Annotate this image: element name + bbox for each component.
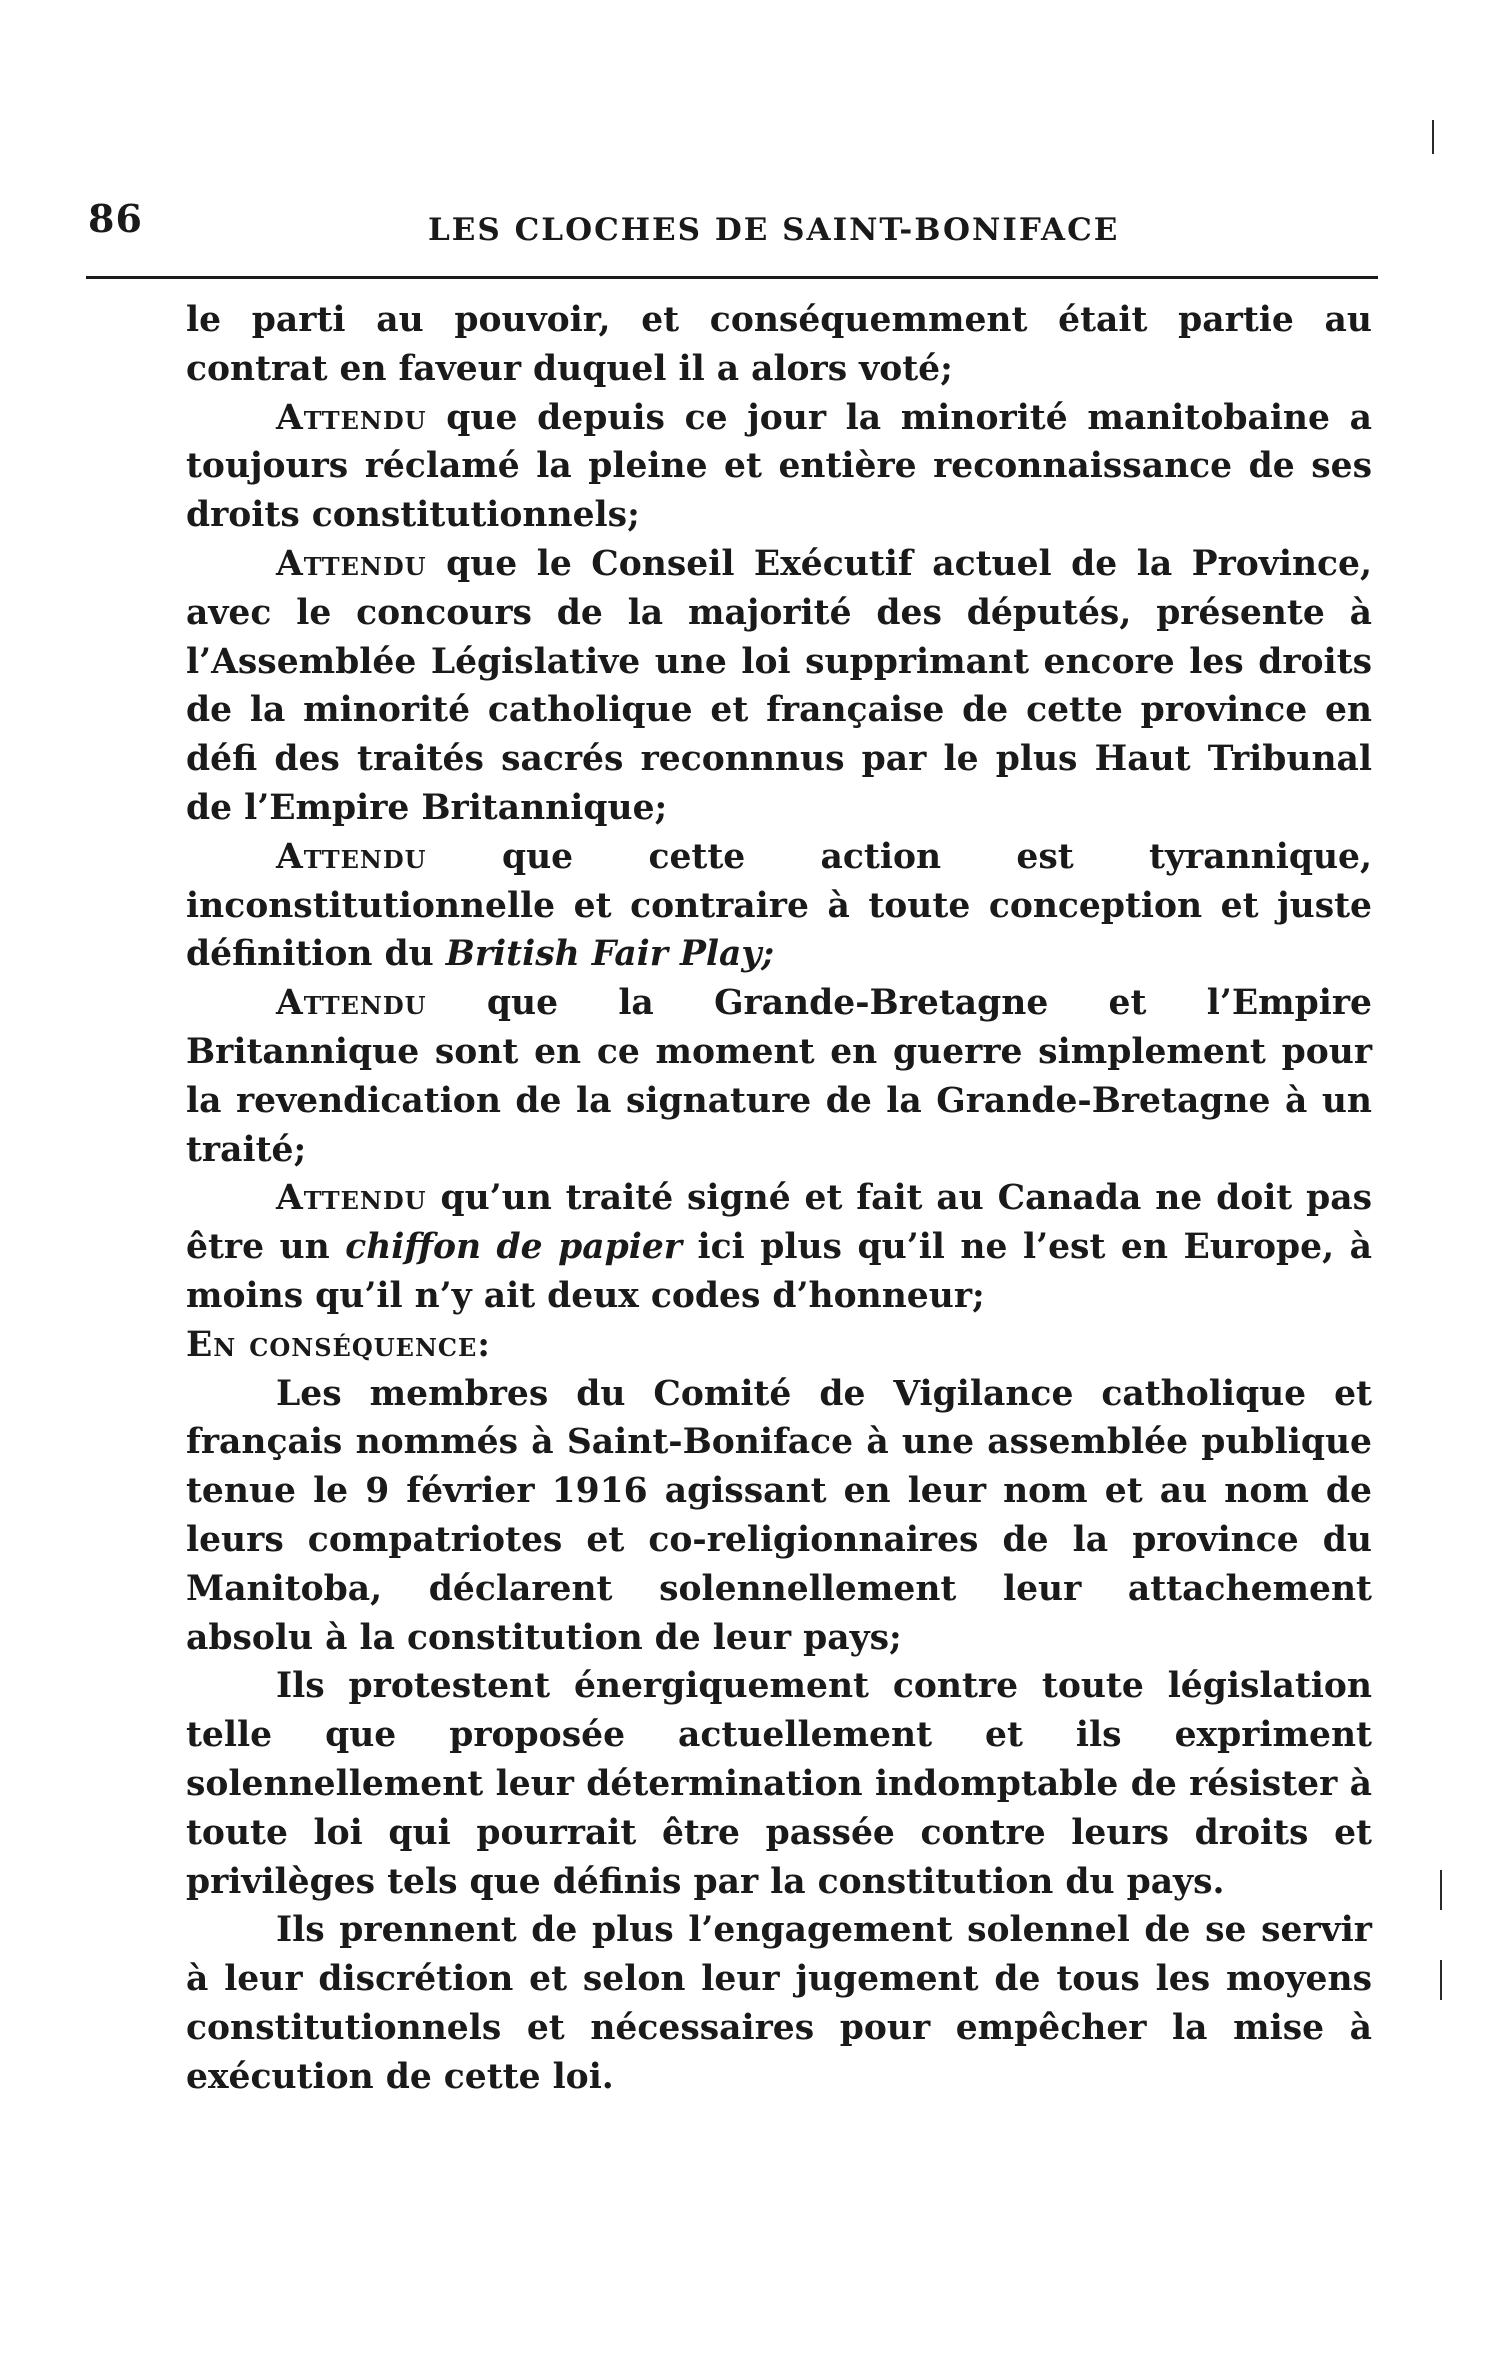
paragraph xyxy=(186,1370,1372,1663)
paragraph xyxy=(186,296,1372,394)
text-run: qu’un traité signé et fait au Canada ne doit pas être un xyxy=(186,1178,1372,1268)
running-head xyxy=(88,196,1378,256)
running-title: LES CLOCHES DE SAINT-BONIFACE xyxy=(428,212,1120,248)
text-run: le parti au pouvoir, et conséquemment était partie au contrat en faveur duquel il a alors voté; xyxy=(186,300,1372,389)
smallcaps-lead: Attendu xyxy=(276,836,427,877)
paragraph xyxy=(186,833,1372,979)
smallcaps-lead: Attendu xyxy=(276,543,427,584)
page-number: 86 xyxy=(88,196,143,241)
paragraph xyxy=(186,979,1372,1174)
margin-mark xyxy=(1440,1960,1442,2000)
text-run: que la Grande-Bretagne et l’Empire Britannique sont en ce moment en guerre simplement pour la revendication de la signature de la Grande-Bretagne à un traité; xyxy=(186,983,1372,1170)
text-run: ici plus qu’il ne l’est en Europe, à moins qu’il n’y ait deux codes d’honneur; xyxy=(186,1227,1372,1316)
text-run: Ils prennent de plus l’engagement solennel de se servir à leur discrétion et selon leur jugement de tous les moyens constitutionnels et nécessaires pour empêcher la mise à exécution de cette loi. xyxy=(186,1910,1372,2097)
text-run: que le Conseil Exécutif actuel de la Province, avec le concours de la majorité des députés, présente à l’Assemblée Législative une loi supprimant encore les droits de la minorité catholique et française de cette province en défi des traités sacrés reconnnus par le plus Haut Tribunal de l’Empire Britannique; xyxy=(186,543,1372,828)
smallcaps-lead: Attendu xyxy=(276,397,427,438)
text-run: Ils protestent énergiquement contre toute législation telle que proposée actuellement et ils expriment solennellement leur détermination indomptable de résister à toute loi qui pourrait être passée contre leurs droits et privilèges tels que définis par la constitution du pays. xyxy=(186,1666,1372,1902)
text-run: que depuis ce jour la minorité manitobaine a toujours réclamé la pleine et entière reconnaissance de ses droits constitutionnels; xyxy=(186,397,1372,536)
text-run: Les membres du Comité de Vigilance catholique et français nommés à Saint-Boniface à une assemblée publique tenue le 9 février 1916 agissant en leur nom et au nom de leurs compatriotes et co-religionnaires de la province du Manitoba, déclarent solennellement leur attachement absolu à la constitution de leur pays; xyxy=(186,1373,1372,1658)
smallcaps-lead: En conséquence: xyxy=(186,1324,492,1365)
paragraph xyxy=(186,1174,1372,1320)
paragraph xyxy=(186,1662,1372,1906)
paragraph xyxy=(186,1906,1372,2101)
text-run: que cette action est tyrannique, inconstitutionnelle et contraire à toute conception et juste définition du xyxy=(186,836,1372,975)
margin-mark xyxy=(1440,1870,1442,1910)
paragraph xyxy=(186,394,1372,540)
body-text xyxy=(186,296,1372,2101)
paragraph xyxy=(186,1321,1372,1370)
italic-phrase: chiffon de papier xyxy=(345,1227,682,1268)
italic-phrase: British Fair Play; xyxy=(445,934,775,975)
smallcaps-lead: Attendu xyxy=(276,983,427,1024)
margin-mark xyxy=(1432,120,1434,154)
header-rule xyxy=(86,276,1378,279)
smallcaps-lead: Attendu xyxy=(276,1178,427,1219)
paragraph xyxy=(186,540,1372,833)
